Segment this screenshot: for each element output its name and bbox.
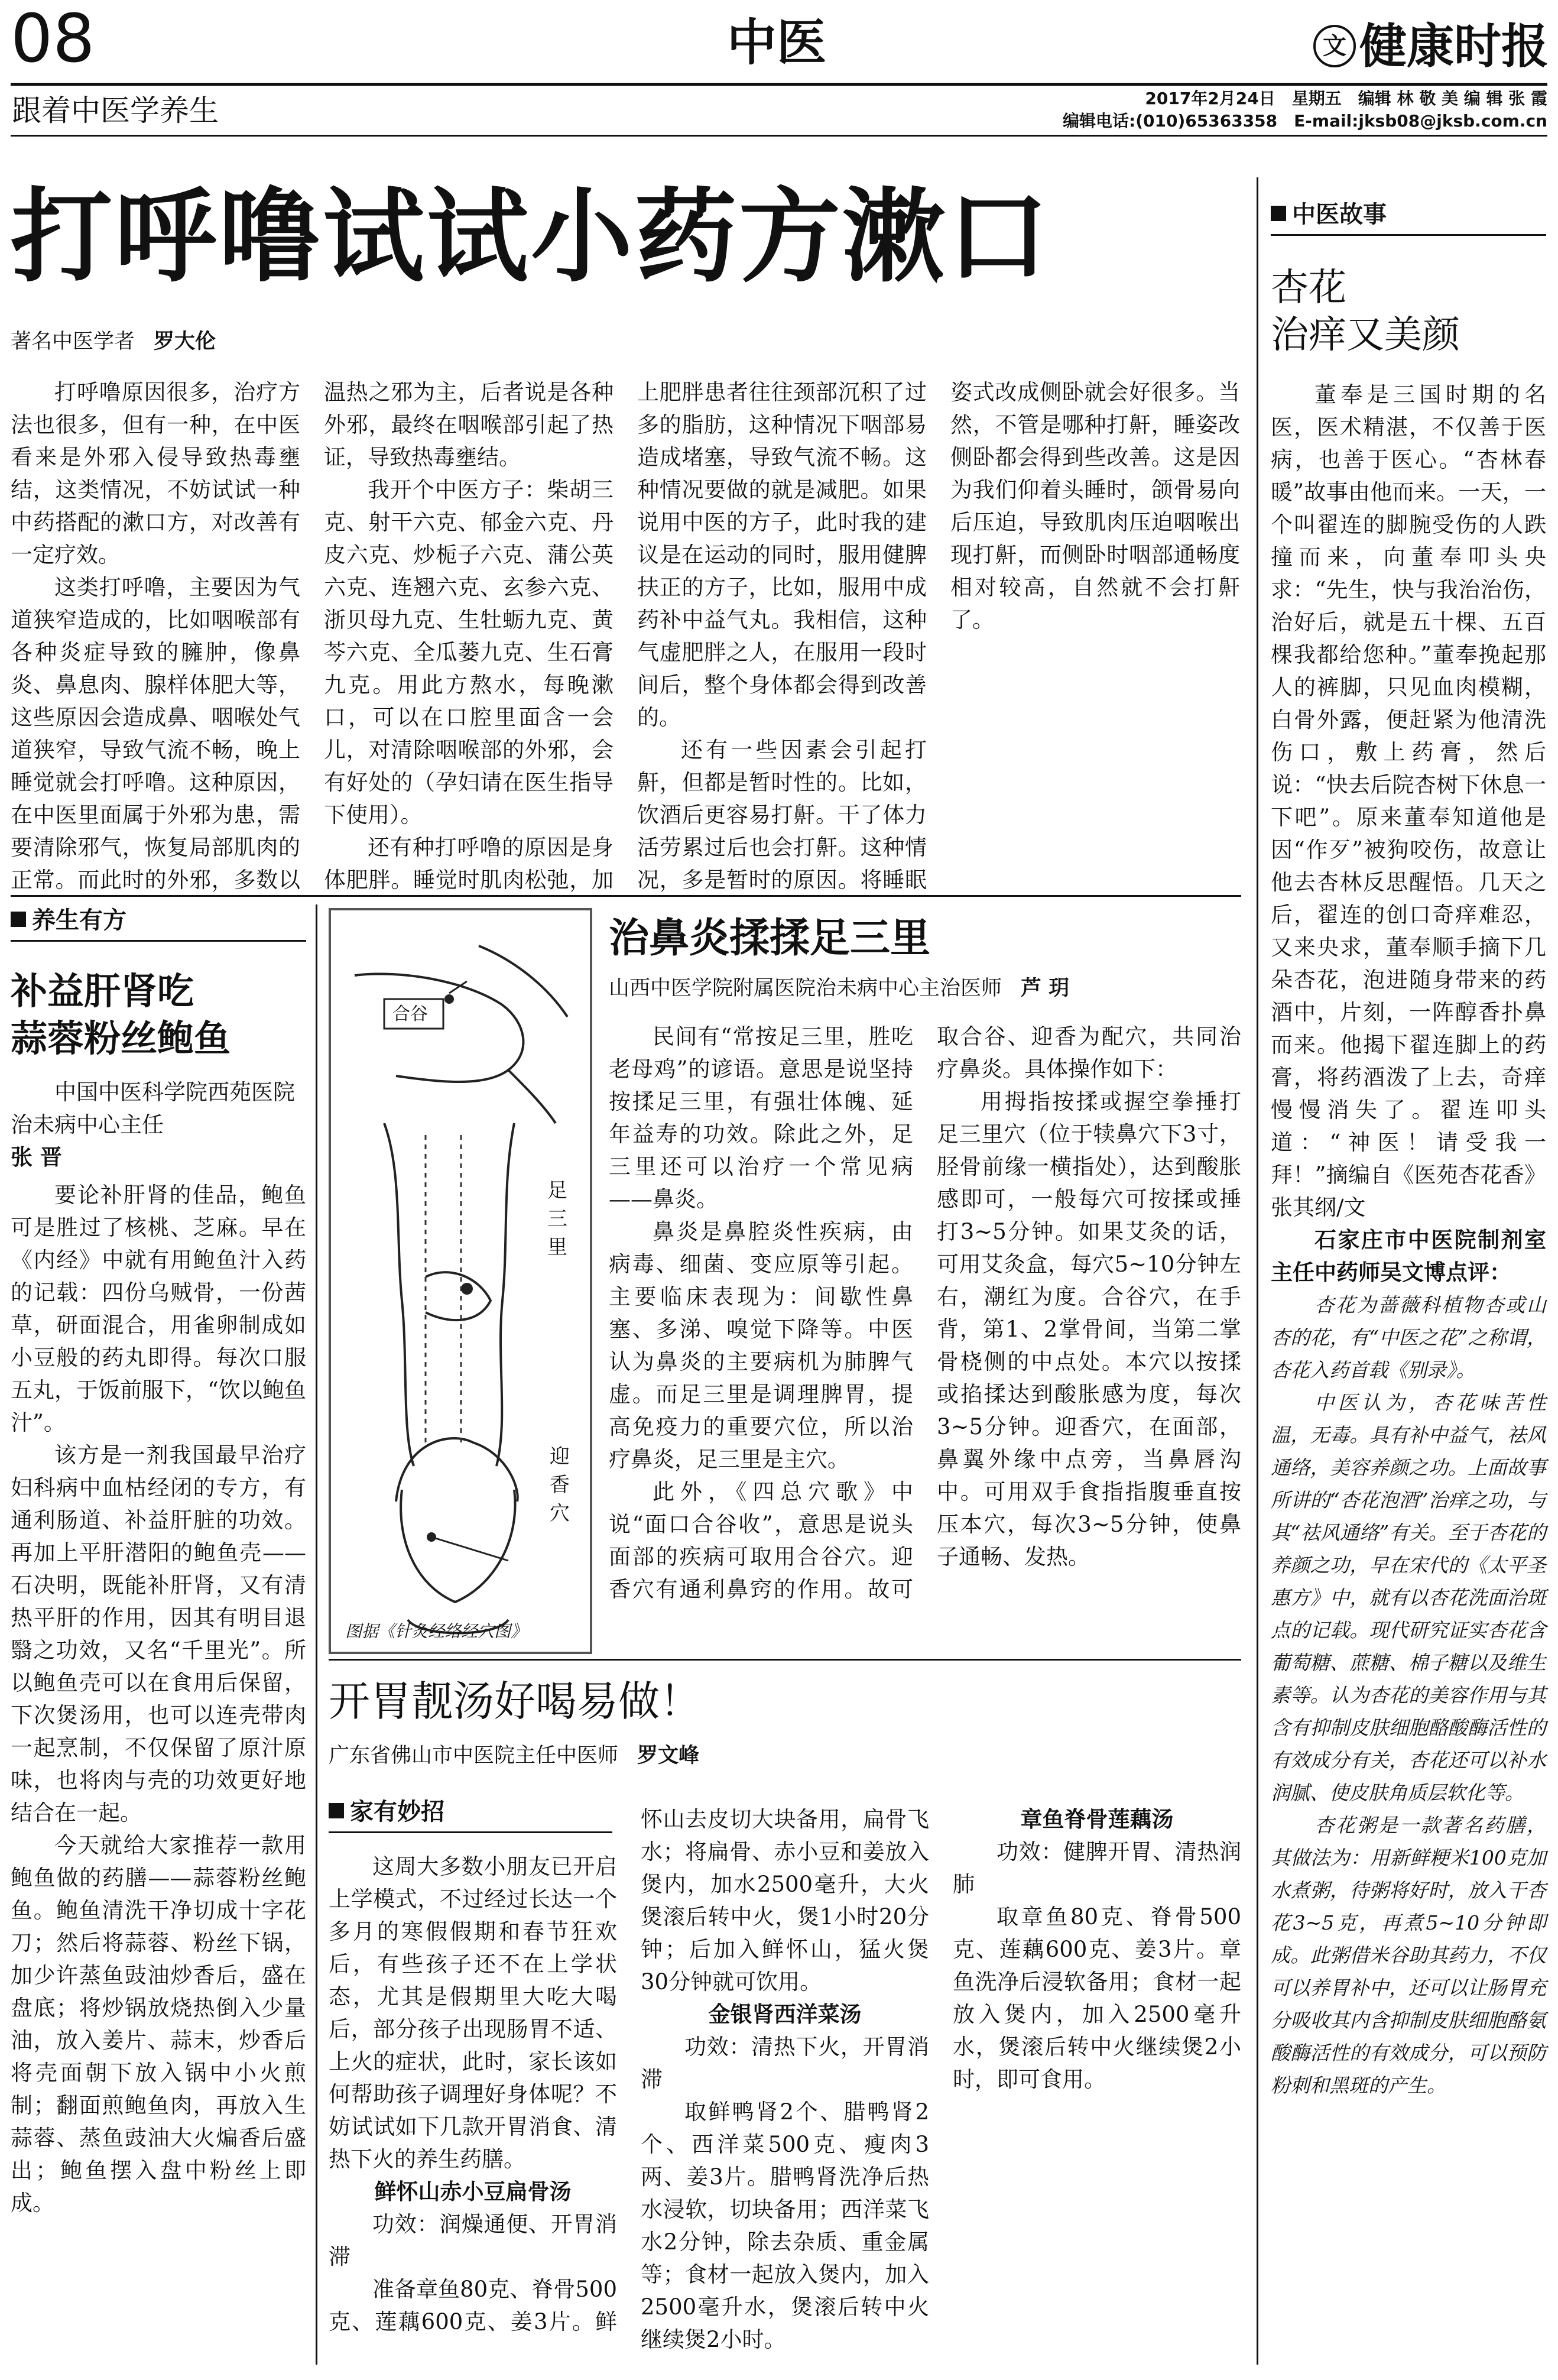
square-bullet-icon xyxy=(1271,206,1286,221)
story-title-line1: 杏花 xyxy=(1271,266,1346,310)
main-paragraph: 还有一些因素会引起打鼾，但都是暂时性的。比如，饮酒后更容易打鼾。干了体力活劳累过后也会打鼾。这种情况，多是暂时的原因。将睡眠姿式改成侧卧就会好很多。当然，不管是哪种打鼾，睡姿改侧卧都会得到些改善。这是因为我们仰着头睡时，颌骨易向后压迫，导致肌肉压迫咽喉出现打鼾，而侧卧时咽部通畅度相对较高，自然就不会打鼾了。 xyxy=(637,380,1240,893)
story-comment-paragraph: 中医认为，杏花味苦性温，无毒。具有补中益气，祛风通络，美容养颜之功。上面故事所讲的“杏花泡酒”治痒之功，与其“祛风通络”有关。至于杏花的养颜之功，早在宋代的《太平圣惠方》中，就有以杏花洗面治斑点的记载。现代研究证实杏花含葡萄糖、蔗糖、棉子糖以及维生素等。认为杏花的美容作用与其含有抑制皮肤细胞酪酸酶活性的有效成分有关，杏花还可以补水润腻、使皮肤角质层软化等。 xyxy=(1271,1391,1546,1804)
soup-author-role: 广东省佛山市中医院主任中医师 xyxy=(329,1744,619,1768)
health-section-rule xyxy=(11,940,306,942)
health-body xyxy=(11,1179,306,2219)
header-info-contact: 编辑电话:(010)65363358 E-mail:jksb08@jksb.com.cn xyxy=(1063,111,1547,131)
health-paragraph: 要论补肝肾的佳品，鲍鱼可是胜过了核桃、芝麻。早在《内经》中就有用鲍鱼汁入药的记载：四份乌贼骨，一份茜草，研面混合，用雀卵制成如小豆般的药丸即得。每次口服五丸，于饭前服下，“饮以鲍鱼汁”。 xyxy=(11,1182,306,1435)
health-title-line2: 蒜蓉粉丝鲍鱼 xyxy=(11,1017,231,1060)
main-byline xyxy=(11,329,216,355)
recipe-steps: 取章鱼80克、脊骨500克、莲藕600克、姜3片。章鱼洗净后浸软备用；食材一起放入煲内，加入2500毫升水，煲滚后转中火继续煲2小时，即可食用。 xyxy=(953,1904,1241,2092)
main-author-role: 著名中医学者 xyxy=(11,330,135,354)
story-paragraph: 董奉是三国时期的名医，医术精湛，不仅善于医病，也善于医心。“杏林春暖”故事由他而来。一天，一个叫翟连的脚腕受伤的人跌撞而来，向董奉叩头央求：“先生，快与我治治伤，治好后，就是五十棵、五百棵我都给您种。”董奉挽起那人的裤脚，只见血肉模糊，白骨外露，便赶紧为他清洗伤口，敷上药膏，然后说：“快去后院杏树下休息一下吧”。原来董奉知道他是因“作歹”被狗咬伤，故意让他去杏林反思醒悟。几天之后，翟连的创口奇痒难忍，又来央求，董奉顺手摘下几朵杏花，泡进随身带来的药酒中，片刻，一阵醇香扑鼻而来。他揭下翟连脚上的药膏，将药酒泼了上去，奇痒慢慢消失了。翟连叩头道：“神医！请受我一拜！”摘编自《医苑杏花香》张其纲/文 xyxy=(1271,382,1546,1220)
health-title-line1: 补益肝肾吃 xyxy=(11,969,194,1013)
label-hegu: 合谷 xyxy=(392,1004,428,1024)
story-section-label: 中医故事 xyxy=(1271,200,1387,229)
nose-bottom-rule xyxy=(329,1659,1241,1661)
recipe-effect: 功效：清热下火，开胃消滞 xyxy=(641,2034,929,2092)
health-author-role: 中国中医科学院西苑医院治未病中心主任 xyxy=(11,1079,295,1137)
health-paragraph: 今天就给大家推荐一款用鲍鱼做的药膳——蒜蓉粉丝鲍鱼。鲍鱼清洗干净切成十字花刀；然后将蒜蓉、粉丝下锅，加少许蒸鱼豉油炒香后，盛在盘底；将炒锅放烧热倒入少量油，放入姜片、蒜末，炒香后将壳面朝下放入锅中小火煎制；翻面煎鲍鱼肉，再放入生蒜蓉、蒸鱼豉油大火煸香后盛出；鲍鱼摆入盘中粉丝上即成。 xyxy=(11,1833,306,2216)
recipe-title: 鲜怀山赤小豆扁骨汤 xyxy=(374,2179,572,2204)
label-yingxiang: 迎香穴 xyxy=(550,1445,570,1525)
nose-paragraph: 鼻炎是鼻腔炎性疾病，由病毒、细菌、变应原等引起。主要临床表现为：间歇性鼻塞、多涕、嗅觉下降等。中医认为鼻炎的主要病机为肺脾气虚。而足三里是调理脾胃，提高免疫力的重要穴位，所以治疗鼻炎，足三里是主穴。 xyxy=(609,1219,913,1472)
soup-author: 罗文峰 xyxy=(637,1744,700,1768)
recipe-effect: 功效：健脾开胃、清热润肺 xyxy=(953,1839,1241,1897)
recipe-effect: 功效：润燥通便、开胃消滞 xyxy=(329,2212,617,2269)
recipe-steps: 取鲜鸭肾2个、腊鸭肾2个、西洋菜500克、瘦肉3两、姜3片。腊鸭肾洗净后热水浸软，切块备用；西洋菜飞水2分钟，除去杂质、重金属等；食材一起放入煲内，加入2500毫升水，煲滚后转中火继续煲2小时。 xyxy=(641,2099,929,2352)
story-comment-head: 石家庄市中医院制剂室主任中药师吴文博点评： xyxy=(1271,1227,1546,1285)
health-author: 张 晋 xyxy=(11,1144,62,1170)
recipe-title: 章鱼脊骨莲藕汤 xyxy=(1020,1807,1174,1832)
nose-paragraph: 用拇指按揉或握空拳捶打足三里穴（位于犊鼻穴下3寸，胫骨前缘一横指处），达到酸胀感即可，一般每穴可按揉或捶打3~5分钟。如果艾灸的话，可用艾灸盒，每穴5~10分钟左右，潮红为度。合谷穴，在手背，第1、2掌骨间，当第二掌骨桡侧的中点处。本穴以按揉或掐揉达到酸胀感为度，每次3~5分钟。迎香穴，在面部，鼻翼外缘中点旁，当鼻唇沟中。可用双手食指指腹垂直按压本穴，每次3~5分钟，使鼻子通畅、发热。 xyxy=(937,1089,1241,1570)
masthead-logo-seal: 文 xyxy=(1313,25,1356,67)
column-name: 跟着中医学养生 xyxy=(12,93,219,128)
nose-paragraph: 民间有“常按足三里，胜吃老母鸡”的谚语。意思是说坚持按揉足三里，有强壮体魄、延年益寿的功效。除此之外，足三里还可以治疗一个常见病——鼻炎。 xyxy=(609,1024,913,1212)
nose-headline: 治鼻炎揉揉足三里 xyxy=(609,915,931,962)
header-rule xyxy=(11,83,1547,86)
main-paragraph: 打呼噜原因很多，治疗方法也很多，但有一种，在中医看来是外邪入侵导致热毒壅结，这类情况，不妨试试一种中药搭配的漱口方，对改善有一定疗效。 xyxy=(11,380,300,568)
left-column-rule xyxy=(316,904,317,2365)
acupoint-illustration xyxy=(331,910,590,1652)
story-comment-paragraph: 杏花为蔷薇科植物杏或山杏的花，有“中医之花”之称谓，杏花入药首载《别录》。 xyxy=(1271,1293,1546,1382)
main-bottom-rule xyxy=(11,895,1241,897)
main-paragraph: 还有种打呼噜的原因是身体肥胖。睡觉时肌肉松弛，加上肥胖患者往往颈部沉积了过多的脂肪，这种情况下咽部易造成堵塞，导致气流不畅。这种情况要做的就是减肥。如果说用中医的方子，此时我的建议是在运动的同时，服用健脾扶正的方子，比如，服用中成药补中益气丸。我相信，这种气虚肥胖之人，在服用一段时间后，整个身体都会得到改善的。 xyxy=(324,380,927,893)
soup-headline: 开胃靓汤好喝易做！ xyxy=(329,1677,701,1726)
soup-byline xyxy=(329,1743,699,1769)
header-info-date: 2017年2月24日 星期五 编辑 林 敬 美 编 辑 张 霞 xyxy=(1145,89,1547,108)
story-body xyxy=(1271,378,1546,2102)
page-number: 08 xyxy=(11,1,95,77)
header-bottom-rule xyxy=(11,135,1547,137)
main-paragraph: 我开个中医方子：柴胡三克、射干六克、郁金六克、丹皮六克、炒栀子六克、蒲公英六克、连翘六克、玄参六克、浙贝母九克、生牡蛎九克、黄芩六克、全瓜蒌九克、生石膏九克。用此方熬水，每晚漱口，可以在口腔里面含一会儿，对清除咽喉部的外邪，会有好处的（孕妇请在医生指导下使用）。 xyxy=(324,477,614,828)
nose-byline xyxy=(609,975,1069,1001)
health-paragraph: 该方是一剂我国最早治疗妇科病中血枯经闭的专方，有通利肠道、补益肝脏的功效。再加上平肝潜阳的鲍鱼壳——石决明，既能补肝肾，又有清热平肝的作用，因其有明目退翳之功效，又名“千里光”。所以鲍鱼壳可以在食用后保留，下次煲汤用，也可以连壳带肉一起烹制，不仅保留了原汁原味，也将肉与壳的功效更好地结合在一起。 xyxy=(11,1442,306,1825)
main-headline: 打呼噜试试小药方漱口 xyxy=(11,176,1051,296)
main-author: 罗大伦 xyxy=(154,330,216,354)
main-paragraph: 这类打呼噜，主要因为气道狭窄造成的，比如咽喉部有各种炎症导致的臃肿，像鼻炎、鼻息肉、腺样体肥大等，这些原因会造成鼻、咽喉处气道狭窄，导致气流不畅，晚上睡觉就会打呼噜。这种原因，在中医里面属于外邪为患，需要清除邪气，恢复局部肌肉的正常。而此时的外邪，多数以温热之邪为主，后者说是各种外邪，最终在咽喉部引起了热证，导致热毒壅结。 xyxy=(11,380,614,893)
nose-paragraph: 此外，《四总穴歌》中说“面口合谷收”，意思是说头面部的疾病可取用合谷穴。迎香穴有通利鼻窍的作用。故可取合谷、迎香为配穴，共同治疗鼻炎。具体操作如下： xyxy=(609,1024,1241,1602)
recipe-title: 金银肾西洋菜汤 xyxy=(708,2002,862,2027)
nose-article-body xyxy=(609,1020,1241,1649)
nose-author-role: 山西中医学院附属医院治未病中心主治医师 xyxy=(609,977,1002,1000)
soup-intro: 这周大多数小朋友已开启上学模式，不过经过长达一个多月的寒假假期和春节狂欢后，有些孩子还不在上学状态，尤其是假期里大吃大喝后，部分孩子出现肠胃不适、上火的症状，此时，家长该如何帮助孩子调理好身体呢？不妨试试如下几款开胃消食、清热下火的养生药膳。 xyxy=(329,1854,617,2172)
figure-caption: 图据《针灸经络经穴图》 xyxy=(345,1622,528,1641)
acupoint-figure xyxy=(329,908,592,1654)
story-section-rule xyxy=(1271,234,1546,236)
soup-article-body xyxy=(329,1803,1241,2365)
right-column-rule xyxy=(1257,177,1258,2365)
label-zusanli: 足三里 xyxy=(547,1179,567,1259)
story-comment-paragraph: 杏花粥是一款著名药膳，其做法为：用新鲜粳米100克加水煮粥，待粥将好时，放入干杏花3~5克，再煮5~10分钟即成。此粥借米谷助其药力，不仅可以养胃补中，还可以让肠胃充分吸收其内含抑制皮肤细胞酪氨酸酶活性的有效成分，可以预防粉刺和黑斑的产生。 xyxy=(1271,1814,1546,2097)
story-title-line2: 治痒又美颜 xyxy=(1271,313,1460,357)
masthead: 健康时报 xyxy=(1359,18,1549,74)
recipe-steps: 准备章鱼80克、脊骨500克、莲藕600克、姜3片。鲜怀山去皮切大块备用，扁骨飞水；将扁骨、赤小豆和姜放入煲内，加水2500毫升，大火煲滚后转中火，煲1小时20分钟；后加入鲜怀山，猛火煲30分钟就可饮用。 xyxy=(329,1807,929,2334)
main-article-body xyxy=(11,376,1240,896)
square-bullet-icon xyxy=(11,912,26,927)
section-title: 中医 xyxy=(727,14,827,72)
health-section-label: 养生有方 xyxy=(11,906,126,935)
nose-author: 芦 玥 xyxy=(1021,977,1070,1000)
soup-section-label: 家有妙招 xyxy=(329,1797,444,1827)
